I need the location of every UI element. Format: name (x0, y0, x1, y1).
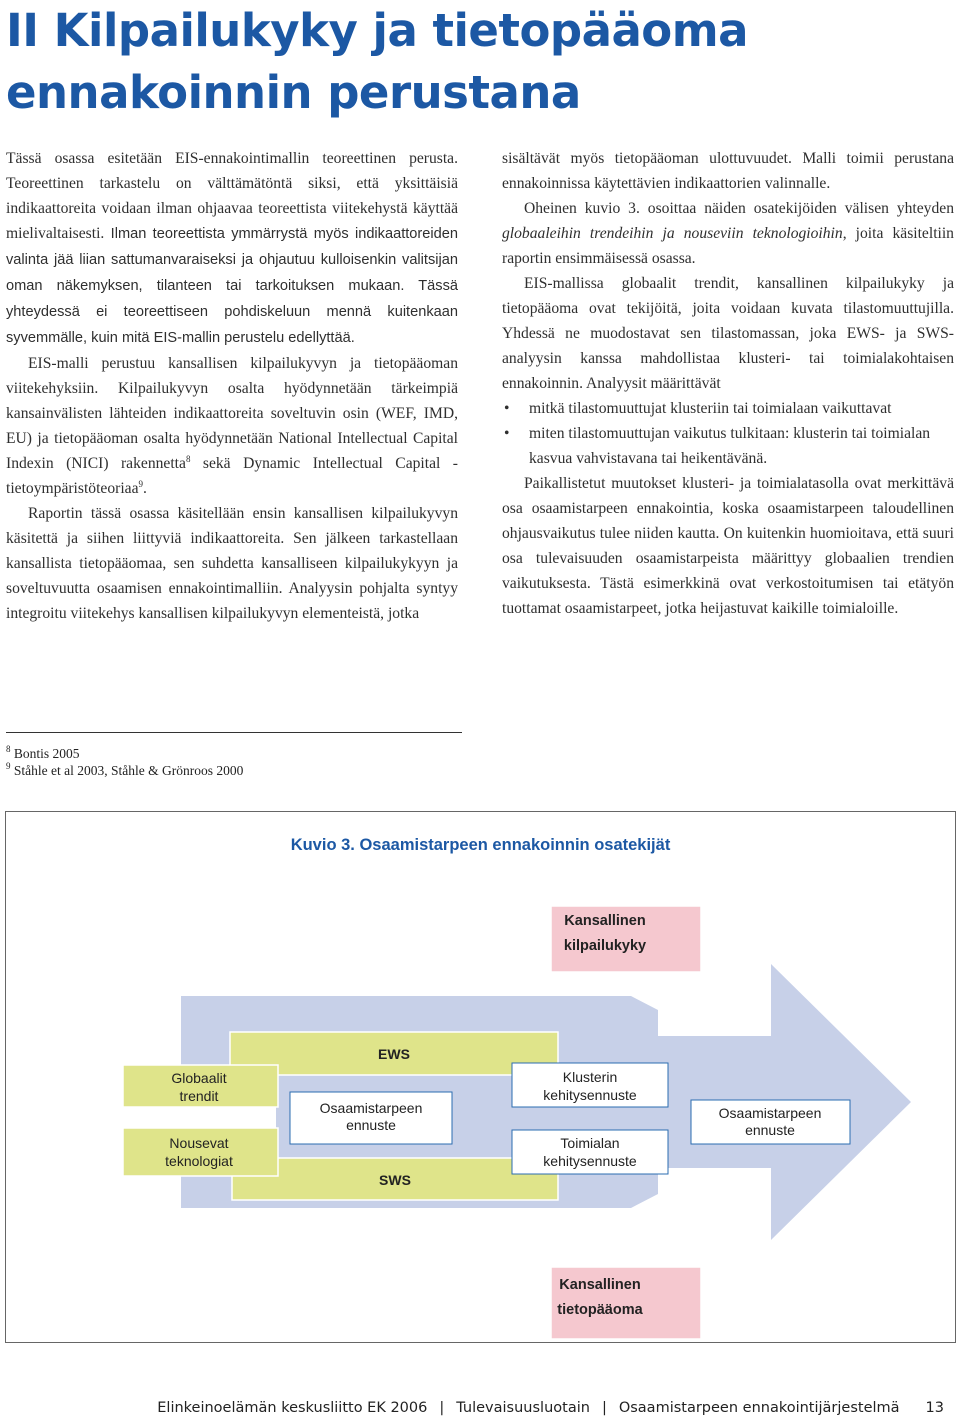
eis-text-end: sekä Dynamic Intellectual Capital -tietoympäristöteoriaa (6, 455, 458, 497)
national-capital-line2: tietopääoma (557, 1302, 643, 1318)
cluster-forecast-line2: kehitysennuste (543, 1087, 637, 1103)
left-column (6, 146, 458, 626)
footer-separator: | (601, 1400, 607, 1416)
eis-text-mid: Kilpailukyvyn osalta hyödynnetään tärkeimpiä kansainvälisten lähteiden indikaattoreita soveltuvin osin (WEF, IMD, EU) ja tietopääoman osalta hyödynnetään National Intellectual Capital Indexin (NICI) rakennetta (6, 380, 458, 472)
skill-forecast-final-line1: Osaamistarpeen (718, 1105, 822, 1121)
page-number: 13 (925, 1400, 944, 1416)
ews-label: EWS (378, 1046, 410, 1062)
skill-forecast-mid-line1: Osaamistarpeen (319, 1100, 423, 1116)
report-paragraph: Raportin tässä osassa käsitellään ensin kansallisen kilpailukyvyn käsitettä ja siihen liittyviä indikaattoreita. Sen jälkeen tarkastellaan kansallista tietopääomaa, sen suhdetta kansalliseen kilpailukykyyn ja soveltuvuutta osaamisen ennakointimalliin. Analyysin pohjalta syntyy integroitu viitekehys kansallisen kilpailukyvyn elementeistä, jotka (6, 505, 458, 622)
page-footer (157, 1400, 944, 1416)
page-title-line2: ennakoinnin perustana (6, 66, 581, 119)
footer-series: Tulevaisuusluotain (456, 1400, 590, 1416)
figure-ref-text-a: Oheinen kuvio 3. osoittaa näiden osatekijöiden välisen yhteyden (524, 200, 954, 217)
national-competitiveness-line2: kilpailukyky (563, 938, 647, 954)
footnote-9-text: Ståhle et al 2003, Ståhle & Grönroos 2000 (13, 763, 244, 778)
global-trends-line1: Globaalit (171, 1070, 227, 1086)
national-competitiveness-line1: Kansallinen (564, 913, 646, 929)
footnote-8 (6, 745, 243, 762)
footer-publisher: Elinkeinoelämän keskusliitto EK 2006 (157, 1400, 428, 1416)
footnote-divider (6, 732, 462, 733)
footer-doc-title: Osaamistarpeen ennakointijärjestelmä (618, 1400, 900, 1416)
figure-ref-text-b: , joita käsiteltiin raportin ensimmäisessä osassa. (502, 225, 954, 267)
figure-box (5, 811, 956, 1343)
diagram-svg (6, 812, 957, 1344)
eis-paragraph (6, 351, 458, 501)
emerging-tech-line1: Nousevat (169, 1135, 229, 1151)
intro-text-sans: Ilman teoreettista ymmärrystä myös indikaattoreiden valinta jää liian sattumanvaraiseksi ja ohjautuu kulloisenkin valitsijan oman näkemyksen, tilanteen tai tarkoituksen mukaan. Tässä yhteydessä ei teoreettiseen pohdiskeluun mennä kuitenkaan syvemmälle, kuin mitä EIS-mallin perustelu edellyttää. (6, 226, 458, 346)
continuation-paragraph: sisältävät myös tietopääoman ulottuvuudet. Malli toimii perustana ennakoinnissa käytettävien indikaattorien valinnalle. (502, 150, 954, 192)
figure-ref-italic: globaaleihin trendeihin ja nouseviin teknologioihin (502, 225, 843, 242)
footnote-8-text: Bontis 2005 (13, 746, 80, 761)
bullet-item: • miten tilastomuuttujan vaikutus tulkitaan: klusterin tai toimialan kasvua vahvistavana tai heikentävänä. (502, 421, 954, 471)
intro-paragraph (6, 146, 458, 351)
national-capital-line1: Kansallinen (559, 1277, 641, 1293)
footer-separator: | (439, 1400, 445, 1416)
page-title (6, 0, 748, 124)
eis-text-start: EIS-malli perustuu kansallisen kilpailukyvyn ja tietopääoman viitekehyksiin. (6, 355, 458, 397)
figure-title: Kuvio 3. Osaamistarpeen ennakoinnin osatekijät (290, 836, 671, 854)
skill-forecast-mid-line2: ennuste (346, 1117, 396, 1133)
footnotes (6, 745, 243, 779)
right-column (502, 146, 954, 621)
page-title-line1: II Kilpailukyky ja tietopääoma (6, 4, 748, 57)
footnote-9 (6, 762, 243, 779)
intro-text-serif: Tässä osassa esitetään EIS-ennakointimallin teoreettinen perusta. Teoreettinen tarkastelu on välttämätöntä siksi, että yksittäisiä indikaattoreita voidaan ilman ohjaavaa teoreettista viitekehystä käyttää mielivaltaisesti. (6, 150, 458, 242)
bullet-item: • mitkä tilastomuuttujat klusteriin tai toimialaan vaikuttavat (502, 396, 954, 421)
eis-text-period: . (143, 480, 147, 497)
cluster-forecast-line1: Klusterin (562, 1069, 618, 1085)
sws-label: SWS (379, 1172, 411, 1188)
analysis-bullet-list (502, 396, 954, 471)
footnote-ref-9: 9 (138, 479, 144, 489)
footnote-9-number: 9 (6, 761, 11, 771)
emerging-tech-line2: teknologiat (165, 1153, 233, 1169)
industry-forecast-line1: Toimialan (560, 1135, 620, 1151)
global-trends-line2: trendit (179, 1088, 219, 1104)
figure-reference-paragraph (502, 196, 954, 271)
localized-changes-paragraph: Paikallistetut muutokset klusteri- ja toimialatasolla ovat merkittävä osa osaamistarpeen ennakointia, koska osaamistarpeen taloudellinen ohjausvaikutus tulee niiden kautta. On kuitenkin huomioitava, että suuri osa tulevaisuuden osaamistarpeista määrittyy globaalien trendien vaikutuksesta. Tästä esimerkkinä ovat verkostoitumisen tai etätyön tuottamat osaamistarpeet, jotka heijastuvat kaikille toimialoille. (502, 475, 954, 617)
skill-forecast-final-line2: ennuste (745, 1122, 795, 1138)
footnote-ref-8: 8 (185, 454, 191, 464)
industry-forecast-line2: kehitysennuste (543, 1153, 637, 1169)
footnote-8-number: 8 (6, 744, 11, 754)
eis-model-paragraph: EIS-mallissa globaalit trendit, kansallinen kilpailukyky ja tietopääoma ovat tekijöitä, joita voidaan kuvata tilastomuuttujilla. Yhdessä ne muodostavat sen tilastomassan, joka EWS- ja SWS-analyysin kanssa mahdollistaa klusteri- tai toimialakohtaisen ennakoinnin. Analyysit määrittävät (502, 275, 954, 392)
